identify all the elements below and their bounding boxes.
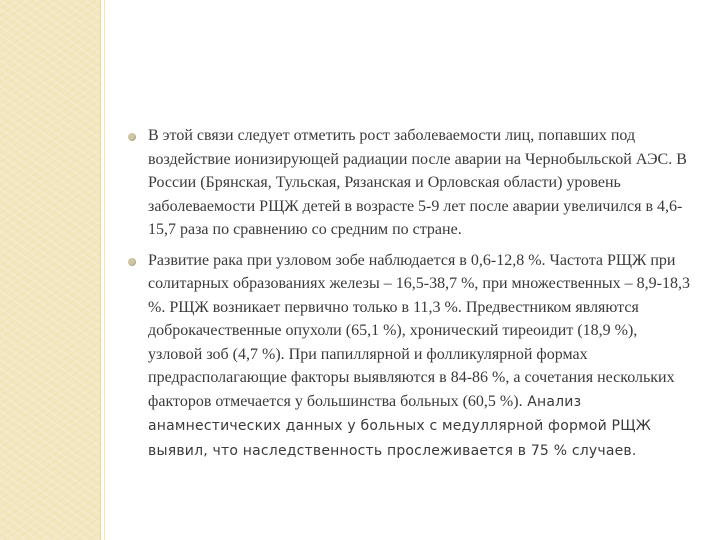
side-divider-line xyxy=(100,0,101,540)
bullet-item xyxy=(128,249,693,464)
bullet-text: В этой связи следует отметить рост заболеваемости лиц, попавших под воздействие ионизирующей радиации после аварии на Чернобыльской АЭС. В России (Брянская, Тульская, Рязанская и Орловская области) уровень заболеваемости РЩЖ детей в возрасте 5-9 лет после аварии увеличился в 4,6-15,7 раза по сравнению со средним по стране. xyxy=(148,127,687,238)
slide-content xyxy=(128,124,693,470)
bullet-item xyxy=(128,124,693,242)
decorative-side-strip xyxy=(0,0,100,540)
side-divider-line-inner xyxy=(104,0,105,540)
bullet-dot-icon xyxy=(128,258,136,266)
bullet-text-tail: Анализ анамнестических данных у больных с медуллярной формой РЩЖ выявил, что наследственность прослеживается в 75 % случаев. xyxy=(148,393,651,459)
bullet-dot-icon xyxy=(128,133,136,141)
bullet-text: Развитие рака при узловом зобе наблюдается в 0,6-12,8 %. Частота РЩЖ при солитарных образованиях железы – 16,5-38,7 %, при множественных – 8,9-18,3 %. РЩЖ возникает первично только в 11,3 %. Предвестником являются доброкачественные опухоли (65,1 %), хронический тиреоидит (18,9 %), узловой зоб (4,7 %). При папиллярной и фолликулярной формах предрасполагающие факторы выявляются в 84-86 %, а сочетания нескольких факторов отмечается у большинства больных (60,5 %). xyxy=(148,251,691,410)
